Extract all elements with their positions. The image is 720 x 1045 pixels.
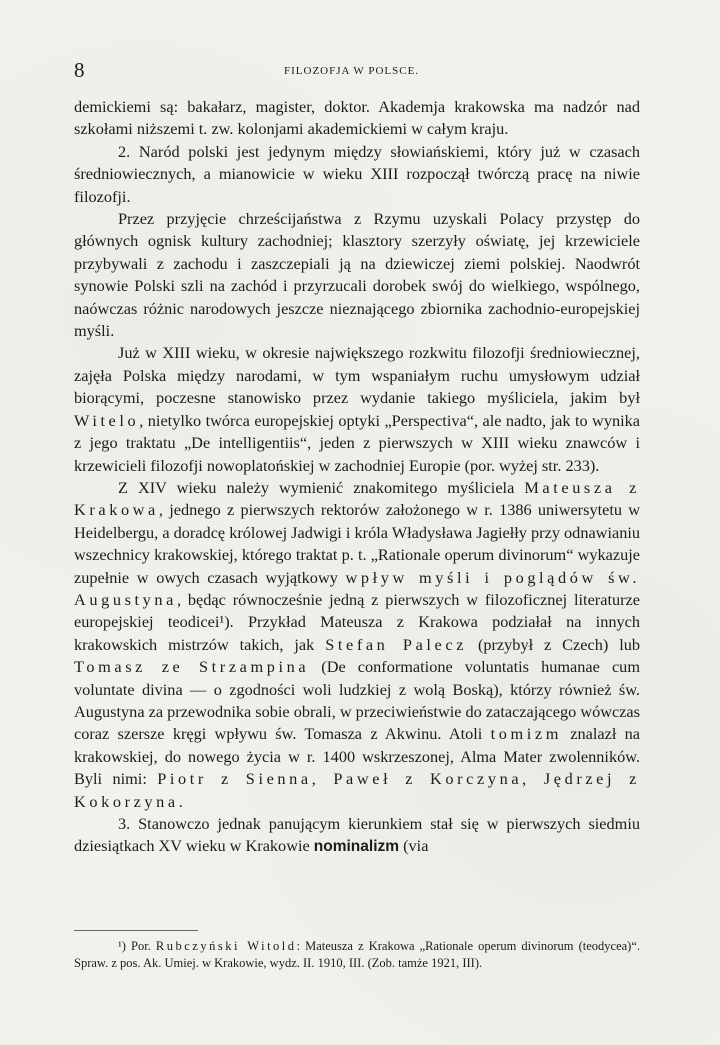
spaced-name: Piotr z Sienna, Paweł z Korczyna, Jędrzej z Kokorzyna xyxy=(74,769,640,811)
running-head: FILOZOFJA W POLSCE. xyxy=(284,65,420,77)
footnote: ¹) Por. Rubczyński Witold: Mateusza z Krakowa „Rationale operum divinorum (teodycea)“. Spraw. z pos. Ak. Umiej. w Krakowie, wydz. II. 1910, III. (Zob. tamże 1921, III). xyxy=(74,939,641,970)
spaced-term: tomizm xyxy=(490,724,562,744)
spaced-name: Rubczyński Witold xyxy=(155,939,297,953)
spaced-name: Mateusza z Krakowa xyxy=(74,477,640,520)
spaced-name: Tomasz ze Strzampina xyxy=(74,657,310,677)
spaced-phrase: wpływ myśli i poglądów św. Augustyna xyxy=(74,567,640,609)
paragraph: 3. Stanowczo jednak panującym kierunkiem stał się w pierwszych siedmiu dziesiątkach XV wieku w Krakowie nominalizm (via xyxy=(74,814,640,856)
paragraph: Przez przyjęcie chrześcijaństwa z Rzymu uzyskali Polacy przystęp do głównych ognisk kultury zachodniej; klasztory szerzyły oświatę, jej krzewiciele przybywali z zachodu i zaszczepiali ją na dziewiczej ziemi polskiej. Naodwrót synowie Polski szli na zachód i przyrzucali dorobek swój do wielkiego, wspólnego, naówczas różnic narodowych jeszcze nieznającego zbiornika zachodnio-europejskiej myśli. xyxy=(74,209,640,341)
spaced-name: Witelo xyxy=(74,410,140,430)
paragraph: Z XIV wieku należy wymienić znakomitego myśliciela Mateusza z Krakowa, jednego z pierwszych rektorów założonego w r. 1386 uniwersytetu w Heidelbergu, a doradcę królowej Jadwigi i króla Władysława Jagiełły przy odnawianiu wszechnicy krakowskiej, którego traktat p. t. „Rationale operum divinorum“ wykazuje zupełnie w owych czasach wyjątkowy wpływ myśli i poglądów św. Augustyna, będąc równocześnie jedną z pierwszych w filozoficznej literaturze europejskiej teodicei¹). Przykład Mateusza z Krakowa podziałał na innych krakowskich mistrzów takich, jak Stefan Palecz (przybył z Czech) lub Tomasz ze Strzampina (De conformatione voluntatis humanae cum voluntate divina — o zgodności woli ludzkiej z wolą Boską), którzy również św. Augustyna za przewodnika sobie obrali, w przeciwieństwie do zataczającego wówczas coraz szersze kręgi wpływu św. Tomasza z Akwinu. Atoli tomizm znalazł na krakowskiej, do nowego życia w r. 1400 wskrzeszonej, Alma Mater zwolenników. Byli nimi: Piotr z Sienna, Paweł z Korczyna, Jędrzej z Kokorzyna. xyxy=(74,477,641,811)
footnote-rule xyxy=(74,930,198,931)
bold-term: nominalizm xyxy=(313,838,400,856)
paragraph: 2. Naród polski jest jedynym między słowiańskiemi, który już w czasach średniowiecznych, a mianowicie w wieku XIII rozpoczął twórczą pracę na niwie filozofji. xyxy=(74,141,640,206)
page-number: 8 xyxy=(74,58,85,82)
paragraph: demickiemi są: bakałarz, magister, doktor. Akademja krakowska ma nadzór nad szkołami niższemi t. zw. kolonjami akademickiemi w całym kraju. xyxy=(74,97,640,139)
paragraph: Już w XIII wieku, w okresie największego rozkwitu filozofji średniowiecznej, zajęła Polska między narodami, w tym wspaniałym ruchu umysłowym udział biorącymi, poczesne stanowisko przez wydanie takiego myśliciela, jakim był Witelo, nietylko twórca europejskiej optyki „Perspectiva“, ale nadto, jak to wynika z jego traktatu „De intelligentiis“, jeden z pierwszych w XIII wieku znawców i krzewicieli filozofji nowoplatońskiej w zachodniej Europie (por. wyżej str. 233). xyxy=(74,343,640,475)
spaced-name: Stefan Palecz xyxy=(325,634,468,654)
page-header xyxy=(74,60,658,80)
body-text xyxy=(74,96,640,859)
